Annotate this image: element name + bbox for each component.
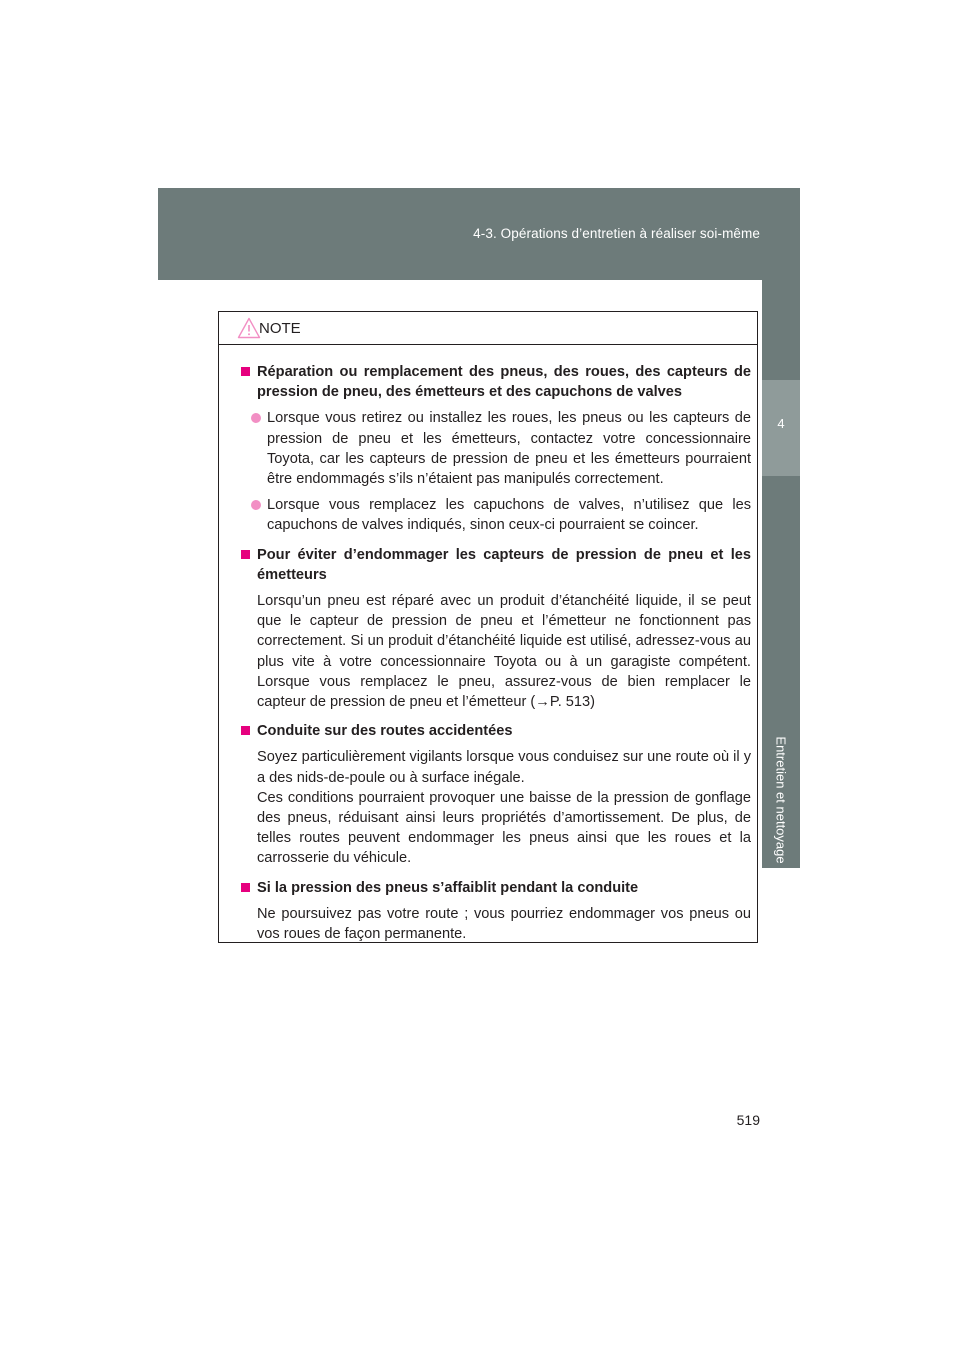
item-title: Conduite sur des routes accidentées [241, 721, 751, 741]
list-item: Lorsque vous remplacez les capuchons de valves, n’utilisez que les capuchons de valves indiqués, sinon ceux-ci pourraient se coincer. [241, 495, 751, 535]
page-number: 519 [736, 1112, 760, 1128]
item-paragraph: Ne poursuivez pas votre route ; vous pourriez endommager vos pneus ou vos roues de façon permanente. [257, 905, 751, 943]
square-bullet-icon [241, 883, 250, 892]
note-item [241, 721, 751, 868]
square-bullet-icon [241, 550, 250, 559]
note-item [241, 362, 751, 536]
circle-bullet-icon [251, 500, 261, 510]
item-title: Réparation ou remplacement des pneus, des roues, des capteurs de pression de pneu, des émetteurs et des capuchons de valves [241, 362, 751, 402]
note-label: NOTE [259, 320, 301, 337]
item-paragraph: Ces conditions pourraient provoquer une baisse de la pression de gonflage des pneus, réduisant ainsi leurs propriétés d’amortissement. De plus, de telles routes peuvent endommager les pneus ainsi que les roues et la carrosserie du véhicule. [257, 789, 751, 867]
header-band [158, 188, 800, 280]
chapter-side-tab [762, 280, 800, 868]
circle-bullet-icon [251, 413, 261, 423]
note-box [218, 311, 758, 943]
item-title: Pour éviter d’endommager les capteurs de pression de pneu et les émetteurs [241, 545, 751, 585]
chapter-number: 4 [777, 416, 785, 431]
section-title: 4-3. Opérations d’entretien à réaliser soi-même [473, 226, 760, 241]
square-bullet-icon [241, 726, 250, 735]
item-paragraph: Soyez particulièrement vigilants lorsque vous conduisez sur une route où il y a des nids-de-poule ou à surface inégale. [257, 749, 752, 786]
note-item [241, 878, 751, 945]
item-title: Si la pression des pneus s’affaiblit pendant la conduite [241, 878, 751, 898]
warning-triangle-icon [237, 317, 261, 339]
list-item: Lorsque vous retirez ou installez les roues, les pneus ou les capteurs de pression de pneu et les émetteurs, contactez votre concessionnaire Toyota, car les capteurs de pression de pneu et les émetteurs pourraient être endommagés s’ils n’étaient pas manipulés correctement. [241, 408, 751, 489]
item-paragraph: Lorsqu’un pneu est réparé avec un produit d’étanchéité liquide, il se peut que le capteur de pression de pneu et l’émetteur ne fonctionnent pas correctement. Si un produit d’étanchéité liquide est utilisé, adressez-vous au plus vite à votre concessionnaire Toyota ou à un garagiste compétent. Lorsque vous remplacez le pneu, assurez-vous de bien remplacer le capteur de pression de pneu et l’émetteur (→P. 513) [257, 593, 751, 711]
note-item [241, 545, 751, 713]
note-header [219, 312, 757, 345]
square-bullet-icon [241, 367, 250, 376]
note-body [219, 345, 757, 944]
chapter-name: Entretien et nettoyage [773, 736, 789, 864]
